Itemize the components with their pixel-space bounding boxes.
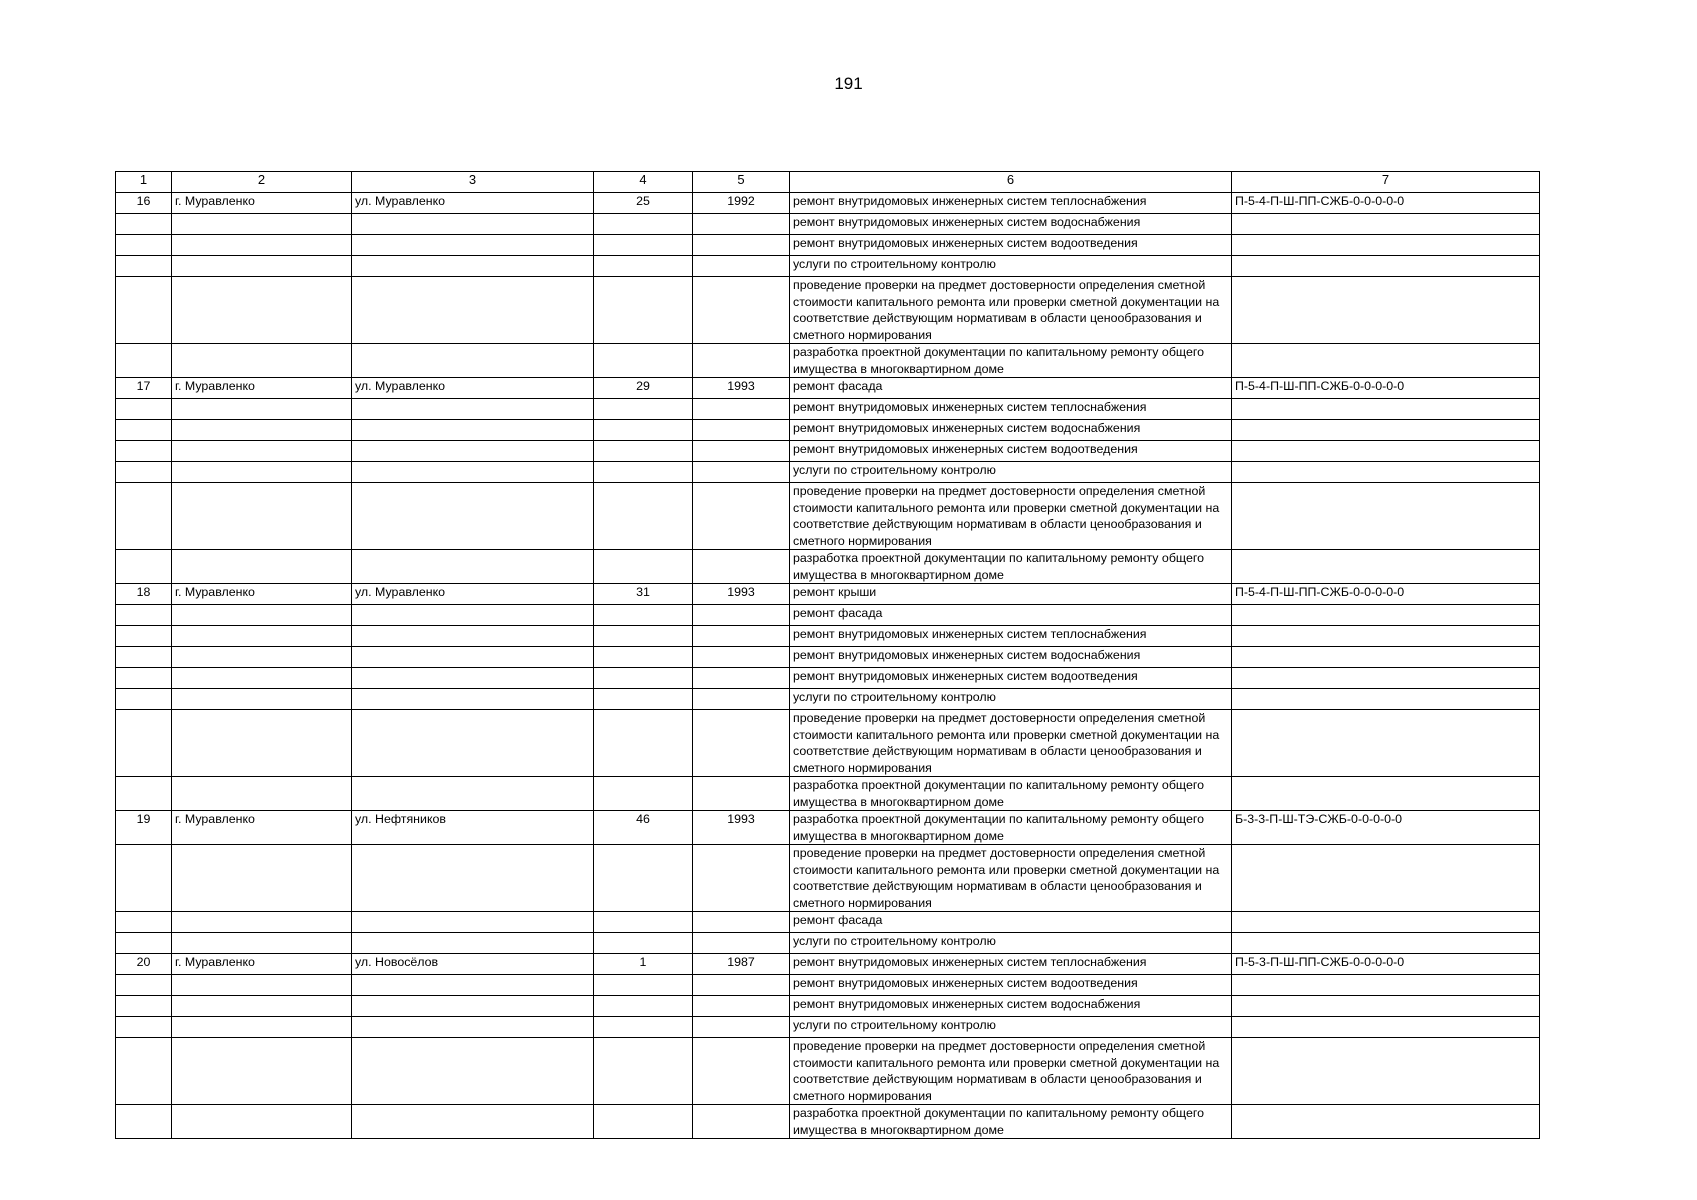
house-number-cell xyxy=(594,462,693,483)
street-cell xyxy=(352,483,594,550)
street-cell xyxy=(352,1017,594,1038)
column-header: 1 xyxy=(116,172,172,193)
building-code-cell xyxy=(1232,1038,1540,1105)
column-header: 4 xyxy=(594,172,693,193)
building-code-cell xyxy=(1232,777,1540,811)
work-type-cell: ремонт внутридомовых инженерных систем водоотведения xyxy=(790,668,1232,689)
city-cell xyxy=(172,441,352,462)
table-row xyxy=(116,668,1540,689)
work-type-cell: проведение проверки на предмет достоверности определения сметной стоимости капитального ремонта или проверки сметной документации на соответствие действующим нормативам в области ценообразования и сметного нормирования xyxy=(790,1038,1232,1105)
work-type-cell: ремонт внутридомовых инженерных систем водоснабжения xyxy=(790,647,1232,668)
city-cell xyxy=(172,845,352,912)
street-cell xyxy=(352,277,594,344)
house-number-cell xyxy=(594,420,693,441)
building-code-cell xyxy=(1232,647,1540,668)
house-number-cell xyxy=(594,996,693,1017)
city-cell xyxy=(172,605,352,626)
table-row xyxy=(116,912,1540,933)
column-header: 3 xyxy=(352,172,594,193)
street-cell xyxy=(352,710,594,777)
building-code-cell xyxy=(1232,845,1540,912)
table-row xyxy=(116,214,1540,235)
table-row xyxy=(116,193,1540,214)
work-type-cell: ремонт внутридомовых инженерных систем водоснабжения xyxy=(790,214,1232,235)
building-code-cell: П-5-4-П-Ш-ПП-СЖБ-0-0-0-0-0 xyxy=(1232,378,1540,399)
city-cell: г. Муравленко xyxy=(172,193,352,214)
table-row xyxy=(116,1017,1540,1038)
city-cell xyxy=(172,214,352,235)
row-number-cell xyxy=(116,912,172,933)
building-code-cell: П-5-4-П-Ш-ПП-СЖБ-0-0-0-0-0 xyxy=(1232,193,1540,214)
table-row xyxy=(116,256,1540,277)
table-row xyxy=(116,277,1540,344)
house-number-cell xyxy=(594,626,693,647)
street-cell xyxy=(352,462,594,483)
work-type-cell: ремонт фасада xyxy=(790,378,1232,399)
table-row xyxy=(116,710,1540,777)
street-cell: ул. Муравленко xyxy=(352,378,594,399)
street-cell xyxy=(352,668,594,689)
build-year-cell xyxy=(693,912,790,933)
row-number-cell xyxy=(116,214,172,235)
house-number-cell xyxy=(594,399,693,420)
row-number-cell xyxy=(116,626,172,647)
building-code-cell xyxy=(1232,668,1540,689)
house-number-cell xyxy=(594,845,693,912)
build-year-cell xyxy=(693,399,790,420)
build-year-cell xyxy=(693,996,790,1017)
build-year-cell xyxy=(693,626,790,647)
city-cell: г. Муравленко xyxy=(172,584,352,605)
house-number-cell xyxy=(594,647,693,668)
city-cell xyxy=(172,550,352,584)
house-number-cell xyxy=(594,710,693,777)
table-row xyxy=(116,441,1540,462)
row-number-cell xyxy=(116,1017,172,1038)
street-cell xyxy=(352,996,594,1017)
build-year-cell xyxy=(693,975,790,996)
table-row xyxy=(116,420,1540,441)
build-year-cell: 1987 xyxy=(693,954,790,975)
table-row xyxy=(116,378,1540,399)
build-year-cell: 1993 xyxy=(693,584,790,605)
row-number-cell xyxy=(116,277,172,344)
row-number-cell: 16 xyxy=(116,193,172,214)
house-number-cell xyxy=(594,550,693,584)
work-type-cell: ремонт внутридомовых инженерных систем теплоснабжения xyxy=(790,954,1232,975)
house-number-cell xyxy=(594,277,693,344)
column-number-row xyxy=(116,172,1540,193)
table-row xyxy=(116,462,1540,483)
work-type-cell: разработка проектной документации по капитальному ремонту общего имущества в многоквартирном доме xyxy=(790,811,1232,845)
table-row xyxy=(116,605,1540,626)
building-code-cell: Б-3-3-П-Ш-ТЭ-СЖБ-0-0-0-0-0 xyxy=(1232,811,1540,845)
row-number-cell: 18 xyxy=(116,584,172,605)
row-number-cell xyxy=(116,996,172,1017)
table-row xyxy=(116,689,1540,710)
building-code-cell: П-5-3-П-Ш-ПП-СЖБ-0-0-0-0-0 xyxy=(1232,954,1540,975)
street-cell xyxy=(352,550,594,584)
house-number-cell: 25 xyxy=(594,193,693,214)
build-year-cell xyxy=(693,933,790,954)
row-number-cell xyxy=(116,777,172,811)
city-cell xyxy=(172,235,352,256)
column-header: 5 xyxy=(693,172,790,193)
street-cell xyxy=(352,626,594,647)
work-type-cell: ремонт внутридомовых инженерных систем водоснабжения xyxy=(790,420,1232,441)
street-cell: ул. Муравленко xyxy=(352,584,594,605)
street-cell: ул. Муравленко xyxy=(352,193,594,214)
city-cell xyxy=(172,975,352,996)
build-year-cell xyxy=(693,1105,790,1139)
building-code-cell xyxy=(1232,344,1540,378)
build-year-cell xyxy=(693,668,790,689)
house-number-cell: 46 xyxy=(594,811,693,845)
city-cell xyxy=(172,626,352,647)
street-cell xyxy=(352,420,594,441)
street-cell: ул. Новосёлов xyxy=(352,954,594,975)
building-code-cell xyxy=(1232,256,1540,277)
work-type-cell: разработка проектной документации по капитальному ремонту общего имущества в многоквартирном доме xyxy=(790,550,1232,584)
work-type-cell: ремонт внутридомовых инженерных систем водоснабжения xyxy=(790,996,1232,1017)
build-year-cell xyxy=(693,277,790,344)
building-code-cell xyxy=(1232,441,1540,462)
building-code-cell xyxy=(1232,605,1540,626)
street-cell xyxy=(352,1038,594,1105)
build-year-cell xyxy=(693,256,790,277)
city-cell xyxy=(172,256,352,277)
building-code-cell xyxy=(1232,1105,1540,1139)
city-cell: г. Муравленко xyxy=(172,378,352,399)
work-type-cell: разработка проектной документации по капитальному ремонту общего имущества в многоквартирном доме xyxy=(790,777,1232,811)
city-cell xyxy=(172,277,352,344)
build-year-cell xyxy=(693,483,790,550)
table-row xyxy=(116,550,1540,584)
city-cell: г. Муравленко xyxy=(172,954,352,975)
row-number-cell xyxy=(116,483,172,550)
street-cell xyxy=(352,1105,594,1139)
house-number-cell: 31 xyxy=(594,584,693,605)
city-cell xyxy=(172,1105,352,1139)
column-header: 2 xyxy=(172,172,352,193)
build-year-cell xyxy=(693,441,790,462)
building-code-cell xyxy=(1232,214,1540,235)
page-number: 191 xyxy=(834,74,863,93)
row-number-cell xyxy=(116,344,172,378)
work-type-cell: услуги по строительному контролю xyxy=(790,256,1232,277)
building-code-cell xyxy=(1232,420,1540,441)
table-row xyxy=(116,954,1540,975)
table-body xyxy=(116,172,1540,1139)
building-code-cell xyxy=(1232,933,1540,954)
build-year-cell xyxy=(693,235,790,256)
city-cell xyxy=(172,483,352,550)
column-header: 6 xyxy=(790,172,1232,193)
building-code-cell xyxy=(1232,996,1540,1017)
work-type-cell: проведение проверки на предмет достоверности определения сметной стоимости капитального ремонта или проверки сметной документации на соответствие действующим нормативам в области ценообразования и сметного нормирования xyxy=(790,277,1232,344)
city-cell: г. Муравленко xyxy=(172,811,352,845)
build-year-cell xyxy=(693,214,790,235)
street-cell xyxy=(352,777,594,811)
house-number-cell xyxy=(594,668,693,689)
build-year-cell xyxy=(693,777,790,811)
building-code-cell xyxy=(1232,462,1540,483)
house-number-cell xyxy=(594,441,693,462)
row-number-cell xyxy=(116,441,172,462)
row-number-cell xyxy=(116,1105,172,1139)
building-code-cell: П-5-4-П-Ш-ПП-СЖБ-0-0-0-0-0 xyxy=(1232,584,1540,605)
table-row xyxy=(116,1038,1540,1105)
table-row xyxy=(116,845,1540,912)
table-row xyxy=(116,584,1540,605)
house-number-cell xyxy=(594,235,693,256)
work-type-cell: ремонт внутридомовых инженерных систем водоотведения xyxy=(790,975,1232,996)
table-row xyxy=(116,483,1540,550)
house-number-cell xyxy=(594,1017,693,1038)
building-code-cell xyxy=(1232,626,1540,647)
building-code-cell xyxy=(1232,235,1540,256)
city-cell xyxy=(172,777,352,811)
table-row xyxy=(116,1105,1540,1139)
build-year-cell xyxy=(693,710,790,777)
work-type-cell: проведение проверки на предмет достоверности определения сметной стоимости капитального ремонта или проверки сметной документации на соответствие действующим нормативам в области ценообразования и сметного нормирования xyxy=(790,483,1232,550)
street-cell xyxy=(352,647,594,668)
house-number-cell xyxy=(594,912,693,933)
build-year-cell: 1993 xyxy=(693,811,790,845)
row-number-cell: 19 xyxy=(116,811,172,845)
building-code-cell xyxy=(1232,710,1540,777)
house-number-cell xyxy=(594,1038,693,1105)
row-number-cell xyxy=(116,975,172,996)
table-row xyxy=(116,235,1540,256)
city-cell xyxy=(172,996,352,1017)
work-type-cell: ремонт крыши xyxy=(790,584,1232,605)
work-type-cell: проведение проверки на предмет достоверности определения сметной стоимости капитального ремонта или проверки сметной документации на соответствие действующим нормативам в области ценообразования и сметного нормирования xyxy=(790,710,1232,777)
work-type-cell: услуги по строительному контролю xyxy=(790,1017,1232,1038)
street-cell xyxy=(352,344,594,378)
row-number-cell xyxy=(116,235,172,256)
build-year-cell xyxy=(693,647,790,668)
house-number-cell: 1 xyxy=(594,954,693,975)
city-cell xyxy=(172,710,352,777)
building-code-cell xyxy=(1232,975,1540,996)
city-cell xyxy=(172,462,352,483)
city-cell xyxy=(172,668,352,689)
house-number-cell xyxy=(594,214,693,235)
table-row xyxy=(116,647,1540,668)
city-cell xyxy=(172,912,352,933)
city-cell xyxy=(172,399,352,420)
work-type-cell: ремонт внутридомовых инженерных систем теплоснабжения xyxy=(790,399,1232,420)
street-cell xyxy=(352,214,594,235)
work-type-cell: ремонт внутридомовых инженерных систем теплоснабжения xyxy=(790,626,1232,647)
building-code-cell xyxy=(1232,399,1540,420)
building-code-cell xyxy=(1232,912,1540,933)
street-cell xyxy=(352,845,594,912)
work-type-cell: услуги по строительному контролю xyxy=(790,689,1232,710)
build-year-cell xyxy=(693,420,790,441)
house-number-cell xyxy=(594,605,693,626)
house-number-cell xyxy=(594,777,693,811)
row-number-cell xyxy=(116,668,172,689)
row-number-cell xyxy=(116,689,172,710)
row-number-cell xyxy=(116,420,172,441)
house-number-cell: 29 xyxy=(594,378,693,399)
table-row xyxy=(116,399,1540,420)
work-type-cell: ремонт фасада xyxy=(790,605,1232,626)
table-row xyxy=(116,777,1540,811)
building-code-cell xyxy=(1232,550,1540,584)
house-number-cell xyxy=(594,483,693,550)
work-type-cell: ремонт внутридомовых инженерных систем водоотведения xyxy=(790,441,1232,462)
house-number-cell xyxy=(594,933,693,954)
street-cell xyxy=(352,689,594,710)
table-row xyxy=(116,933,1540,954)
street-cell xyxy=(352,235,594,256)
build-year-cell: 1992 xyxy=(693,193,790,214)
work-type-cell: проведение проверки на предмет достоверности определения сметной стоимости капитального ремонта или проверки сметной документации на соответствие действующим нормативам в области ценообразования и сметного нормирования xyxy=(790,845,1232,912)
city-cell xyxy=(172,933,352,954)
row-number-cell xyxy=(116,605,172,626)
build-year-cell xyxy=(693,845,790,912)
house-number-cell xyxy=(594,256,693,277)
city-cell xyxy=(172,647,352,668)
work-type-cell: услуги по строительному контролю xyxy=(790,462,1232,483)
build-year-cell xyxy=(693,344,790,378)
build-year-cell: 1993 xyxy=(693,378,790,399)
table-row xyxy=(116,975,1540,996)
column-header: 7 xyxy=(1232,172,1540,193)
street-cell: ул. Нефтяников xyxy=(352,811,594,845)
build-year-cell xyxy=(693,1017,790,1038)
build-year-cell xyxy=(693,605,790,626)
building-code-cell xyxy=(1232,1017,1540,1038)
street-cell xyxy=(352,399,594,420)
table-row xyxy=(116,996,1540,1017)
row-number-cell xyxy=(116,550,172,584)
city-cell xyxy=(172,1017,352,1038)
city-cell xyxy=(172,689,352,710)
house-number-cell xyxy=(594,975,693,996)
table-row xyxy=(116,344,1540,378)
build-year-cell xyxy=(693,689,790,710)
work-type-cell: разработка проектной документации по капитальному ремонту общего имущества в многоквартирном доме xyxy=(790,1105,1232,1139)
street-cell xyxy=(352,975,594,996)
row-number-cell xyxy=(116,933,172,954)
table-row xyxy=(116,811,1540,845)
row-number-cell xyxy=(116,647,172,668)
row-number-cell xyxy=(116,399,172,420)
street-cell xyxy=(352,933,594,954)
city-cell xyxy=(172,420,352,441)
house-number-cell xyxy=(594,689,693,710)
row-number-cell xyxy=(116,845,172,912)
build-year-cell xyxy=(693,550,790,584)
street-cell xyxy=(352,256,594,277)
building-code-cell xyxy=(1232,689,1540,710)
city-cell xyxy=(172,1038,352,1105)
work-type-cell: ремонт фасада xyxy=(790,912,1232,933)
build-year-cell xyxy=(693,1038,790,1105)
row-number-cell xyxy=(116,462,172,483)
row-number-cell xyxy=(116,710,172,777)
work-type-cell: ремонт внутридомовых инженерных систем водоотведения xyxy=(790,235,1232,256)
street-cell xyxy=(352,605,594,626)
repair-schedule-table xyxy=(115,171,1540,1139)
building-code-cell xyxy=(1232,277,1540,344)
work-type-cell: ремонт внутридомовых инженерных систем теплоснабжения xyxy=(790,193,1232,214)
street-cell xyxy=(352,912,594,933)
work-type-cell: услуги по строительному контролю xyxy=(790,933,1232,954)
street-cell xyxy=(352,441,594,462)
row-number-cell xyxy=(116,1038,172,1105)
house-number-cell xyxy=(594,344,693,378)
table-row xyxy=(116,626,1540,647)
city-cell xyxy=(172,344,352,378)
row-number-cell: 20 xyxy=(116,954,172,975)
building-code-cell xyxy=(1232,483,1540,550)
row-number-cell: 17 xyxy=(116,378,172,399)
row-number-cell xyxy=(116,256,172,277)
build-year-cell xyxy=(693,462,790,483)
work-type-cell: разработка проектной документации по капитальному ремонту общего имущества в многоквартирном доме xyxy=(790,344,1232,378)
house-number-cell xyxy=(594,1105,693,1139)
